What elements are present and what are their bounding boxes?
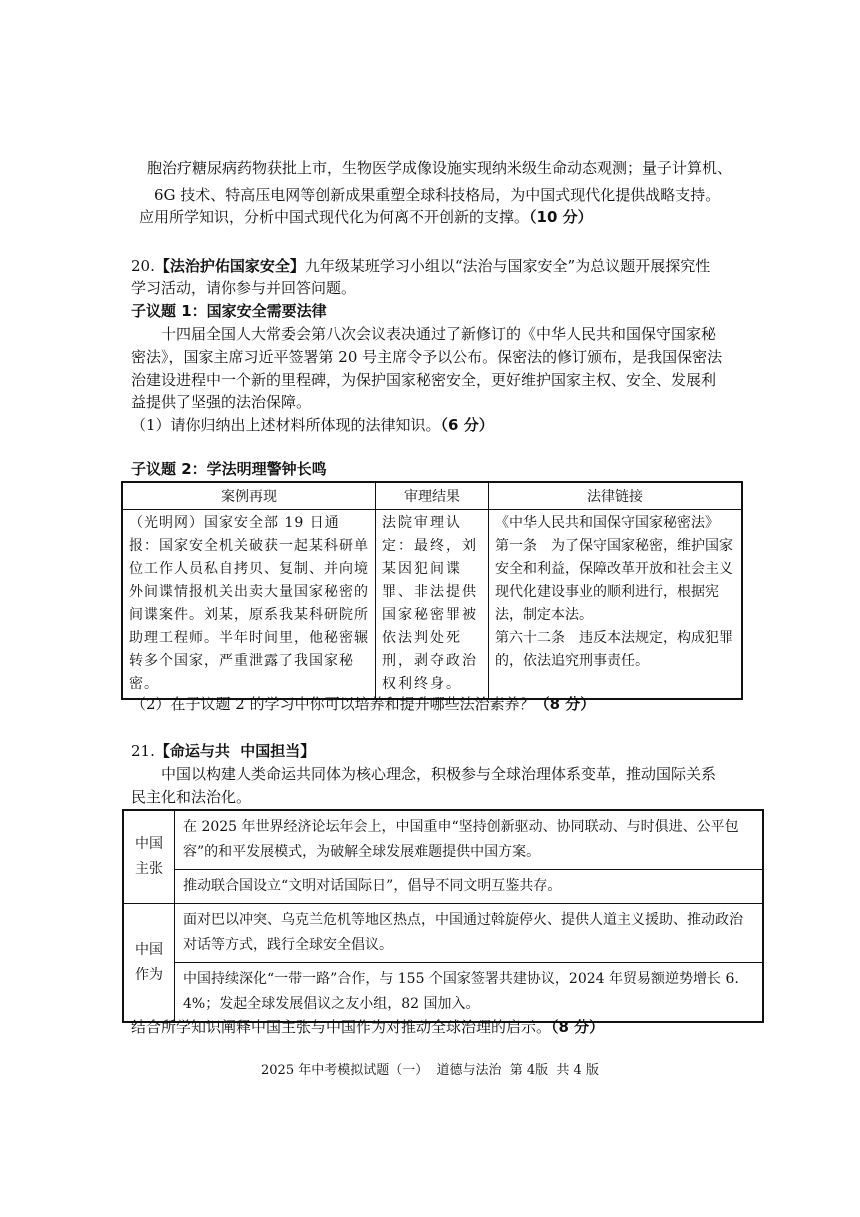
q20-q1-score: （6 分） <box>440 416 494 434</box>
q20-q2-text: （2）在子议题 2 的学习中你可以培养和提升哪些法治素养？ <box>131 695 535 713</box>
q20-sub1-line2: 密法》，国家主席习近平签署第 20 号主席令予以公布。保密法的修订颁布，是我国保密法 <box>131 348 723 366</box>
action-item-2: 中国持续深化“一带一路”合作，与 155 个国家签署共建协议，2024 年贸易额逆势增长 6.4%；发起全球发展倡议之友小组，82 国加入。 <box>175 963 764 1023</box>
q19-task-text: 应用所学知识，分析中国式现代化为何离不开创新的支撑。 <box>139 208 530 226</box>
q19-task <box>139 206 593 228</box>
q21-task <box>131 1016 604 1038</box>
china-table-row <box>123 810 763 870</box>
china-table-row <box>123 963 763 1023</box>
q20-intro <box>131 255 710 277</box>
q20-question2 <box>131 693 595 715</box>
header-law: 法律链接 <box>489 482 743 510</box>
action-item-1: 面对巴以冲突、乌克兰危机等地区热点，中国通过斡旋停火、提供人道主义援助、推动政治对话等方式，践行全球安全倡议。 <box>175 904 764 963</box>
row-head-proposition: 中国主张 <box>123 810 175 904</box>
q21-score: （8 分） <box>551 1018 605 1036</box>
proposition-item-2: 推动联合国设立“文明对话国际日”，倡导不同文明互鉴共存。 <box>175 870 764 904</box>
q21-number: 21. <box>131 742 155 760</box>
q19-score: （10 分） <box>529 208 593 226</box>
q21-heading <box>131 740 315 762</box>
law-title: 《中华人民共和国保守国家秘密法》 <box>495 515 719 531</box>
q20-sub1-line1: 十四届全国人大常委会第八次会议表决通过了新修订的《中华人民共和国保守国家秘 <box>161 325 717 343</box>
china-table-row <box>123 870 763 904</box>
case-cell: （光明网）国家安全部 19 日通报：国家安全机关破获一起某科研单位工作人员私自拷贝、复制、并向境外间谍情报机关出卖大量国家秘密的间谍案件。刘某，原系我某科研院所助理工程师。半年时间里，他秘密辗转多个国家，严重泄露了我国家秘密。 <box>122 510 376 700</box>
china-table-row <box>123 904 763 963</box>
q20-question1 <box>131 414 494 436</box>
q20-number: 20. <box>131 257 155 275</box>
q20-q1-text: （1）请你归纳出上述材料所体现的法律知识。 <box>131 416 441 434</box>
q20-theme: 【法治护佑国家安全】 <box>154 257 305 275</box>
q20-intro-line2: 学习活动，请你参与并回答问题。 <box>131 279 357 297</box>
case-table-header-row <box>122 482 742 510</box>
proposition-item-1: 在 2025 年世界经济论坛年会上，中国重申“坚持创新驱动、协同联动、与时俱进、公平包容”的和平发展模式，为破解全球发展难题提供中国方案。 <box>175 810 764 870</box>
q20-sub1-line4: 益提供了坚强的法治保障。 <box>131 393 312 411</box>
row-head-action: 中国作为 <box>123 904 175 1023</box>
header-case: 案例再现 <box>122 482 376 510</box>
law-article-1: 第一条 为了保守国家秘密，维护国家安全和利益，保障改革开放和社会主义现代化建设事业的顺利进行，根据宪法，制定本法。 <box>495 538 733 623</box>
verdict-cell: 法院审理认定：最终，刘某因犯间谍罪、非法提供国家秘密罪被依法判处死刑，剥夺政治权利终身。 <box>376 510 489 700</box>
case-table <box>121 481 743 700</box>
case-table-row <box>122 510 742 700</box>
law-article-62: 第六十二条 违反本法规定，构成犯罪的，依法追究刑事责任。 <box>495 630 733 669</box>
q20-sub2-title: 子议题 2：学法明理警钟长鸣 <box>131 460 327 478</box>
q21-intro-line2: 民主化和法治化。 <box>131 788 252 806</box>
header-verdict: 审理结果 <box>376 482 489 510</box>
q19-line2: 6G 技术、特高压电网等创新成果重塑全球科技格局，为中国式现代化提供战略支持。 <box>154 186 721 204</box>
q21-theme: 【命运与共 中国担当】 <box>154 742 316 760</box>
page-footer: 2025 年中考模拟试题（一） 道德与法治 第 4版 共 4 版 <box>261 1063 599 1078</box>
law-cell <box>489 510 743 700</box>
q20-sub1-line3: 治建设进程中一个新的里程碑，为保护国家秘密安全，更好维护国家主权、安全、发展利 <box>131 371 717 389</box>
q21-task-text: 结合所学知识阐释中国主张与中国作为对推动全球治理的启示。 <box>131 1018 552 1036</box>
q21-intro-line1: 中国以构建人类命运共同体为核心理念，积极参与全球治理体系变革，推动国际关系 <box>161 765 717 783</box>
q20-sub1-title: 子议题 1：国家安全需要法律 <box>131 302 327 320</box>
q20-intro-line1: 九年级某班学习小组以“法治与国家安全”为总议题开展探究性 <box>304 257 711 275</box>
china-table <box>122 809 764 1023</box>
q20-q2-score: （8 分） <box>534 695 596 713</box>
q19-line1: 胞治疗糖尿病药物获批上市，生物医学成像设施实现纳米级生命动态观测；量子计算机、 <box>147 159 733 177</box>
